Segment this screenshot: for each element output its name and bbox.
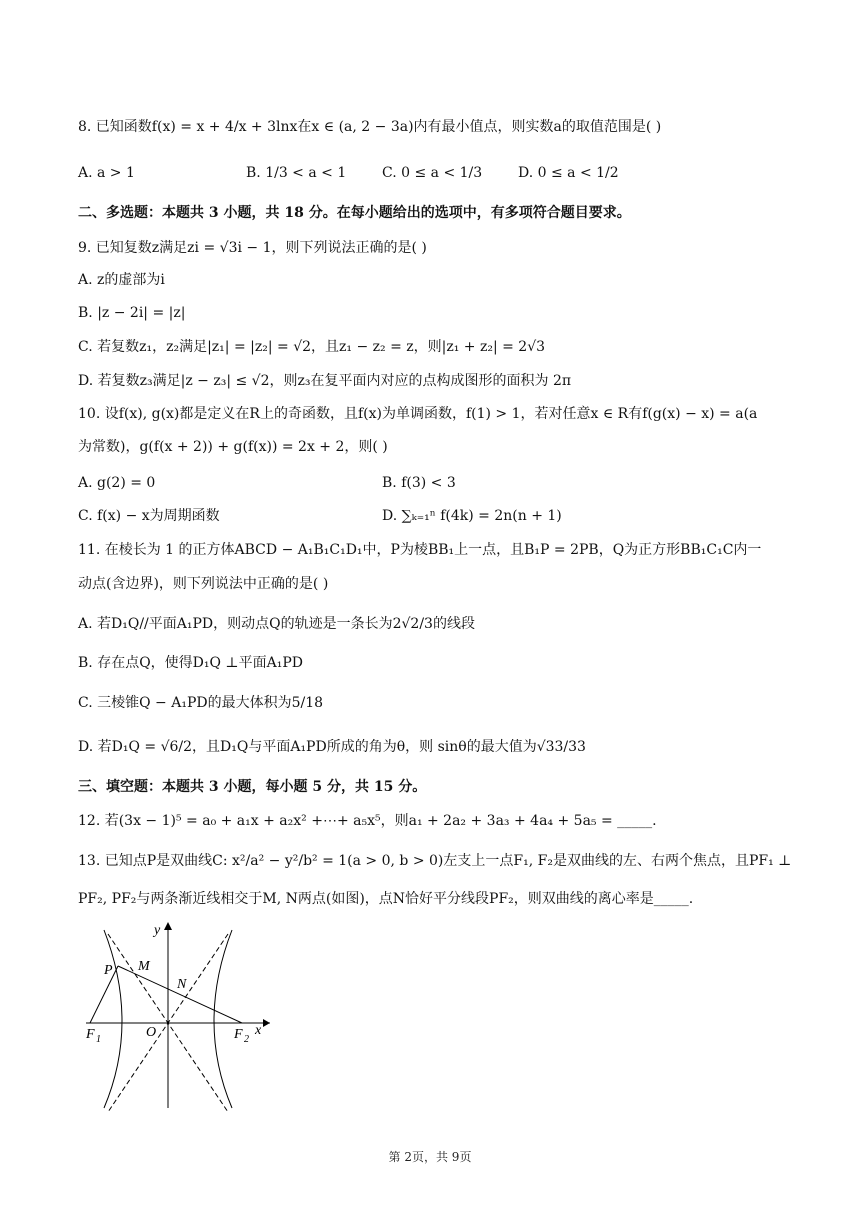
q11-option-d: D. 若D₁Q = √6/2，且D₁Q与平面A₁PD所成的角为θ，则 sinθ的最大值为√33/33: [78, 739, 586, 755]
q10-stem-line2: 为常数)，g(f(x + 2)) + g(f(x)) = 2x + 2，则( ): [78, 439, 388, 455]
q8-option-d: D. 0 ≤ a < 1/2: [518, 165, 619, 181]
q10-option-b: B. f(3) < 3: [382, 475, 456, 491]
q11-option-b: B. 存在点Q，使得D₁Q ⊥平面A₁PD: [78, 655, 303, 671]
section-2-heading: 二、多选题：本题共 3 小题，共 18 分。在每小题给出的选项中，有多项符合题目要求。: [78, 205, 631, 221]
q13-stem-line1: 13. 已知点P是双曲线C: x²/a² − y²/b² = 1(a > 0, b > 0)左支上一点F₁, F₂是双曲线的左、右两个焦点，且PF₁ ⊥: [78, 853, 792, 869]
page-footer: 第 2页，共 9页: [388, 1150, 472, 1164]
y-axis-arrow: [164, 922, 172, 930]
q8-option-c: C. 0 ≤ a < 1/3: [382, 165, 483, 181]
label-o: O: [146, 1025, 157, 1040]
q10-option-a: A. g(2) = 0: [78, 475, 156, 491]
x-axis-arrow: [263, 1019, 270, 1027]
hyperbola-left-branch: [104, 930, 122, 1108]
label-f1-sub: 1: [96, 1034, 101, 1045]
q10-option-c: C. f(x) − x为周期函数: [78, 508, 220, 524]
q10-option-d: D. ∑ₖ₌₁ⁿ f(4k) = 2n(n + 1): [382, 508, 562, 524]
q11-stem-line2: 动点(含边界)，则下列说法中正确的是( ): [78, 576, 329, 592]
q11-stem-line1: 11. 在棱长为 1 的正方体ABCD − A₁B₁C₁D₁中，P为棱BB₁上一点，且B₁P = 2PB，Q为正方形BB₁C₁C内一: [78, 542, 762, 558]
q11-option-c: C. 三棱锥Q − A₁PD的最大体积为5/18: [78, 695, 324, 711]
label-p: P: [104, 963, 113, 978]
section-3-heading: 三、填空题：本题共 3 小题，每小题 5 分，共 15 分。: [78, 779, 427, 795]
q9-option-a: A. z的虚部为i: [78, 272, 165, 288]
label-m: M: [138, 959, 150, 974]
q12-stem: 12. 若(3x − 1)⁵ = a₀ + a₁x + a₂x² +⋯+ a₅x⁵，则a₁ + 2a₂ + 3a₃ + 4a₄ + 5a₅ = _____.: [78, 813, 657, 829]
label-f1: F: [86, 1027, 95, 1042]
label-y: y: [154, 923, 161, 938]
q9-option-d: D. 若复数z₃满足|z − z₃| ≤ √2，则z₃在复平面内对应的点构成图形的面积为 2π: [78, 373, 572, 389]
segment-pf2: [118, 966, 242, 1023]
label-f2: F: [234, 1027, 243, 1042]
hyperbola-right-branch: [214, 930, 232, 1108]
q10-stem-line1: 10. 设f(x), g(x)都是定义在R上的奇函数，且f(x)为单调函数，f(1) > 1，若对任意x ∈ R有f(g(x) − x) = a(a: [78, 406, 758, 422]
q8-option-b: B. 1/3 < a < 1: [246, 165, 347, 181]
label-n: N: [177, 977, 187, 992]
q8-option-a: A. a > 1: [78, 165, 135, 181]
label-f2-sub: 2: [244, 1034, 249, 1045]
hyperbola-figure: [78, 918, 278, 1112]
q9-stem: 9. 已知复数z满足zi = √3i − 1，则下列说法正确的是( ): [78, 240, 427, 256]
q9-option-c: C. 若复数z₁，z₂满足|z₁| = |z₂| = √2，且z₁ − z₂ = z，则|z₁ + z₂| = 2√3: [78, 339, 546, 355]
q11-option-a: A. 若D₁Q//平面A₁PD，则动点Q的轨迹是一条长为2√2/3的线段: [78, 616, 475, 632]
q9-option-b: B. |z − 2i| = |z|: [78, 305, 186, 321]
q8-stem: 8. 已知函数f(x) = x + 4/x + 3lnx在x ∈ (a, 2 − 3a)内有最小值点，则实数a的取值范围是( ): [78, 119, 662, 135]
label-x: x: [255, 1023, 262, 1038]
q13-stem-line2: PF₂, PF₂与两条渐近线相交于M, N两点(如图)，点N恰好平分线段PF₂，则双曲线的离心率是_____.: [78, 891, 694, 907]
